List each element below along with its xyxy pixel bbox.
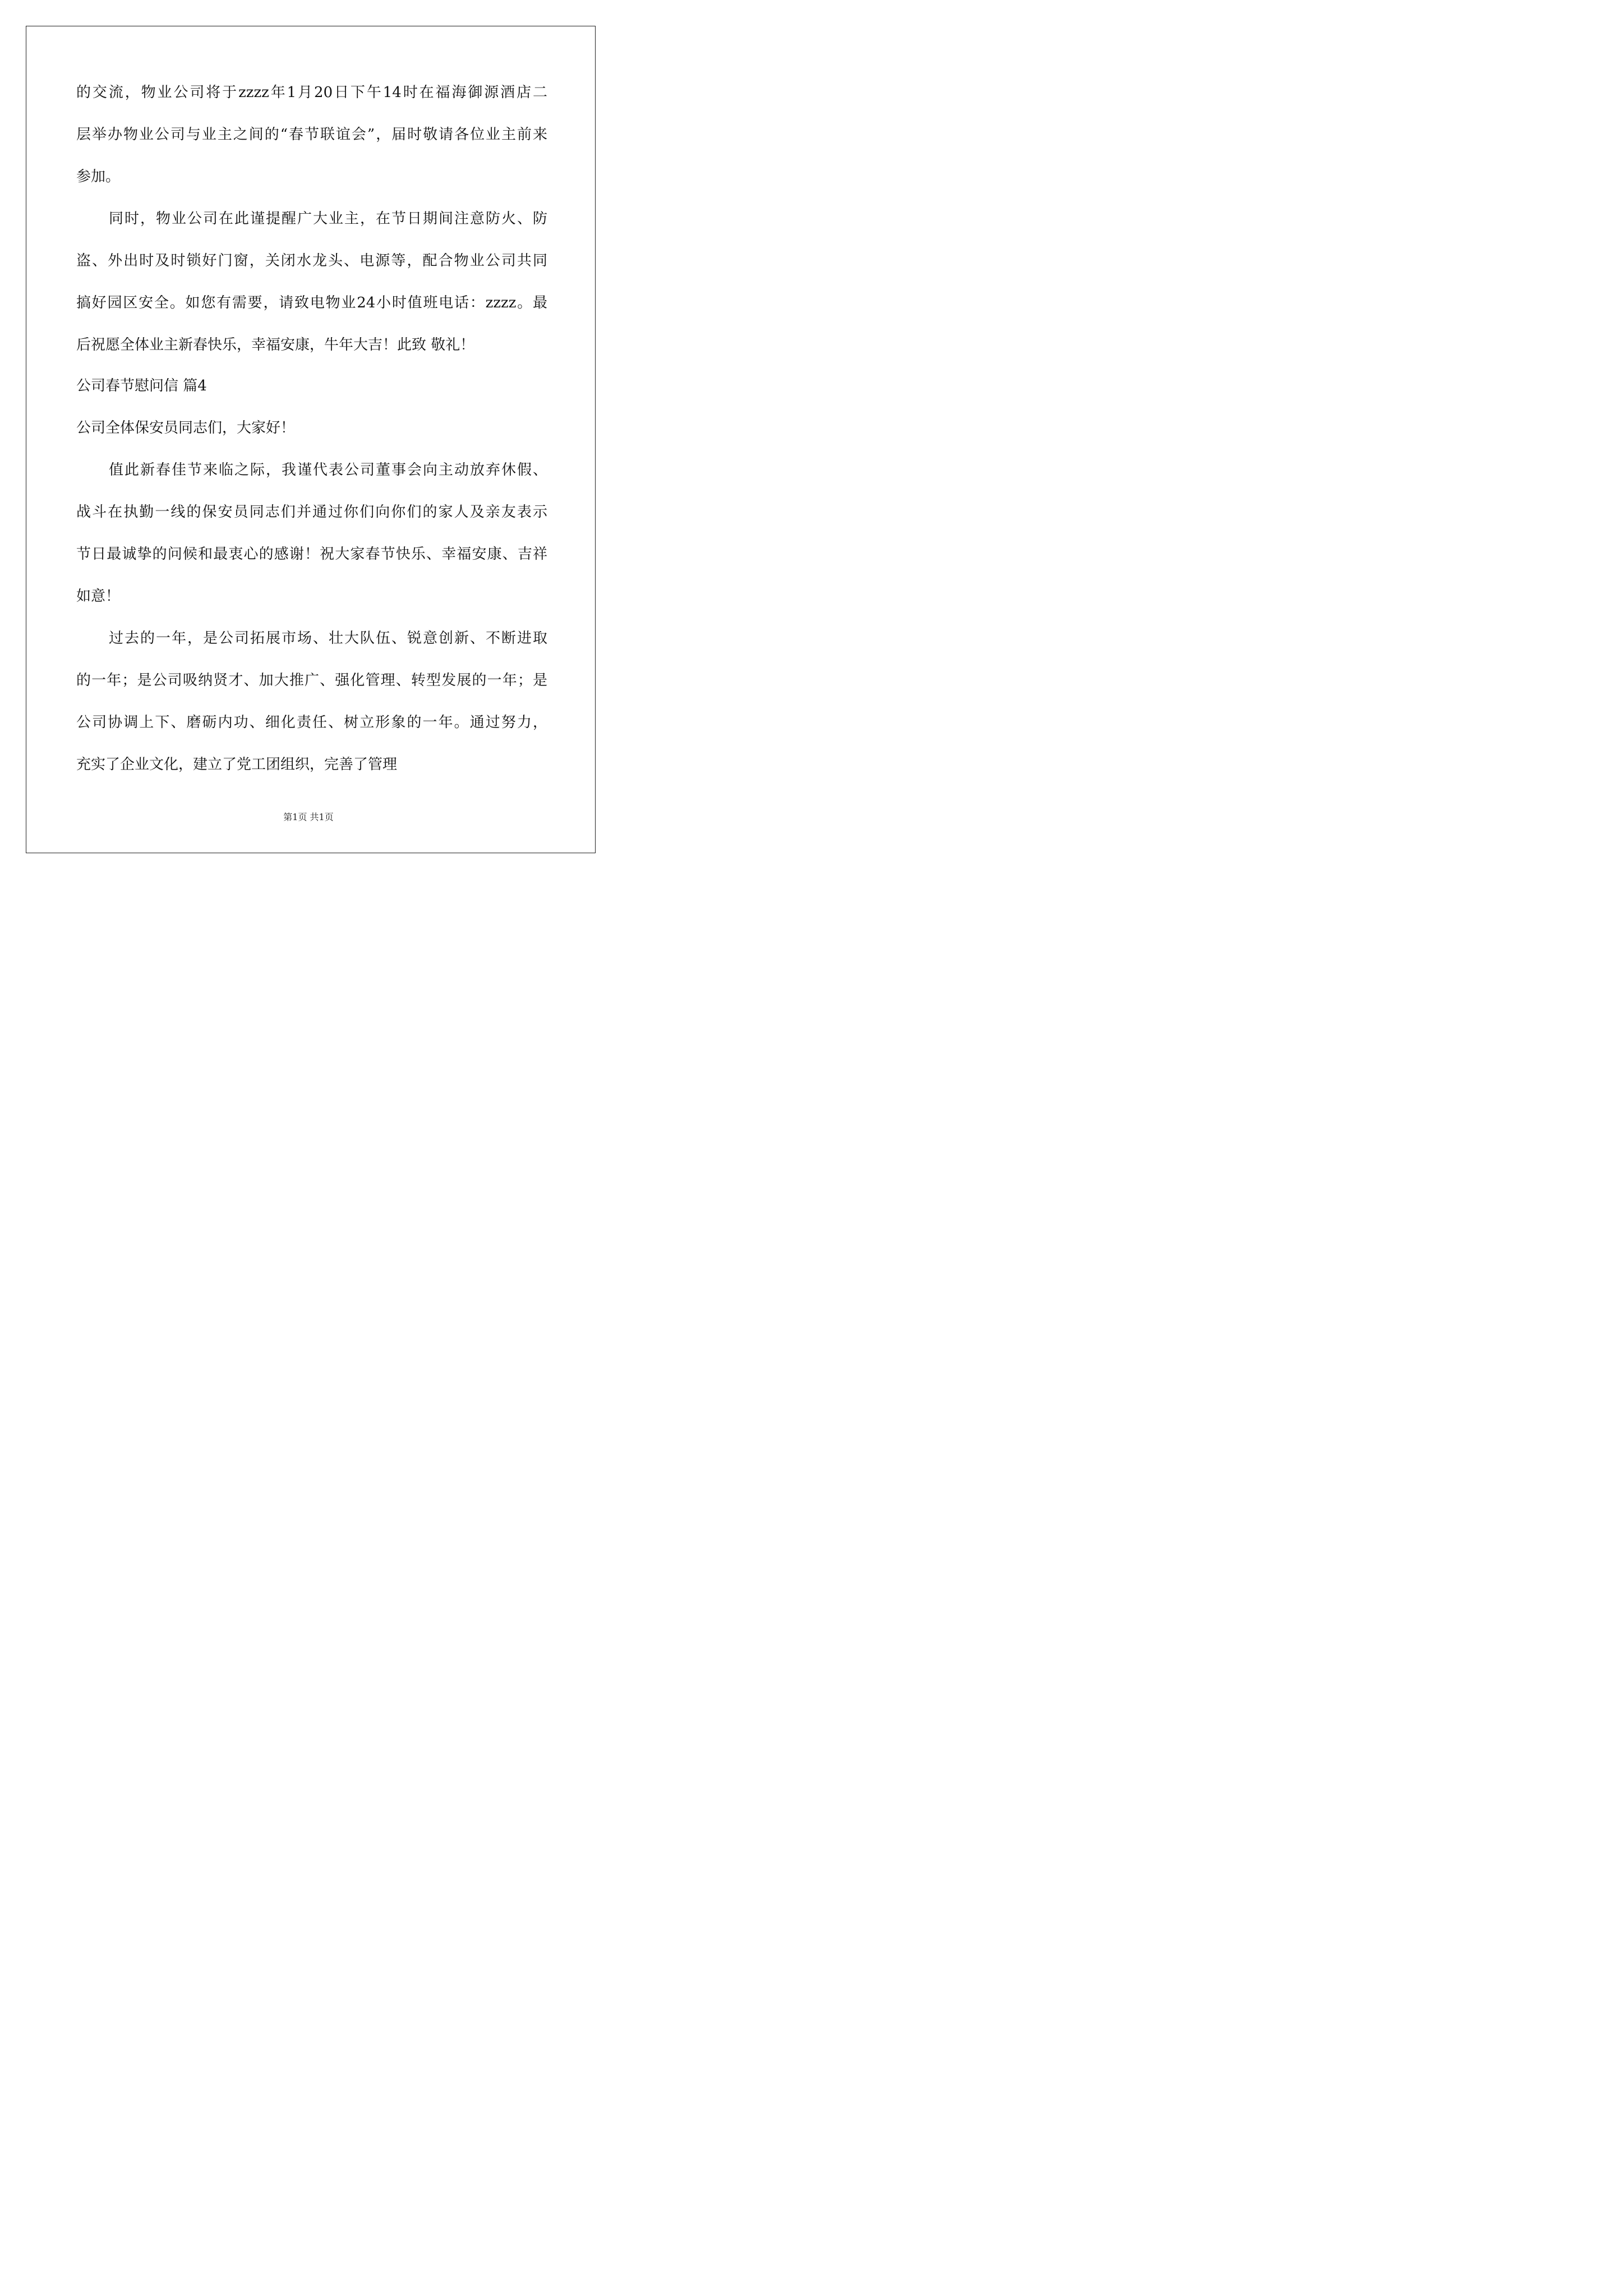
- paragraph-line: 层举办物业公司与业主之间的“春节联谊会”，届时敬请各位业主前来: [76, 126, 547, 143]
- paragraph-line: 搞好园区安全。如您有需要，请致电物业24小时值班电话：zzzz。最: [76, 295, 547, 311]
- paragraph-line: 充实了企业文化，建立了党工团组织，完善了管理: [76, 756, 398, 773]
- paragraph-line: 的交流，物业公司将于zzzz年1月20日下午14时在福海御源酒店二: [76, 84, 547, 101]
- paragraph-line: 的一年；是公司吸纳贤才、加大推广、强化管理、转型发展的一年；是: [76, 672, 547, 689]
- paragraph-line: 参加。: [76, 168, 121, 185]
- paragraph-line: 公司协调上下、磨砺内功、细化责任、树立形象的一年。通过努力，: [76, 714, 547, 731]
- paragraph-line: 节日最诚挚的问候和最衷心的感谢！祝大家春节快乐、幸福安康、吉祥: [76, 546, 547, 563]
- paragraph-line: 同时，物业公司在此谨提醒广大业主，在节日期间注意防火、防: [109, 210, 547, 227]
- paragraph-line: 战斗在执勤一线的保安员同志们并通过你们向你们的家人及亲友表示: [76, 504, 547, 521]
- page-footer: 第1页 共1页: [283, 812, 334, 822]
- paragraph-line: 如意！: [76, 588, 121, 605]
- section-heading: 公司春节慰问信 篇4: [76, 378, 207, 394]
- paragraph-line: 值此新春佳节来临之际，我谨代表公司董事会向主动放弃休假、: [109, 462, 547, 478]
- paragraph-line: 盗、外出时及时锁好门窗，关闭水龙头、电源等，配合物业公司共同: [76, 252, 547, 269]
- paragraph-line: 过去的一年，是公司拓展市场、壮大队伍、锐意创新、不断进取: [109, 630, 547, 647]
- salutation: 公司全体保安员同志们，大家好！: [76, 420, 296, 436]
- paragraph-line: 后祝愿全体业主新春快乐，幸福安康，牛年大吉！此致 敬礼！: [76, 337, 475, 353]
